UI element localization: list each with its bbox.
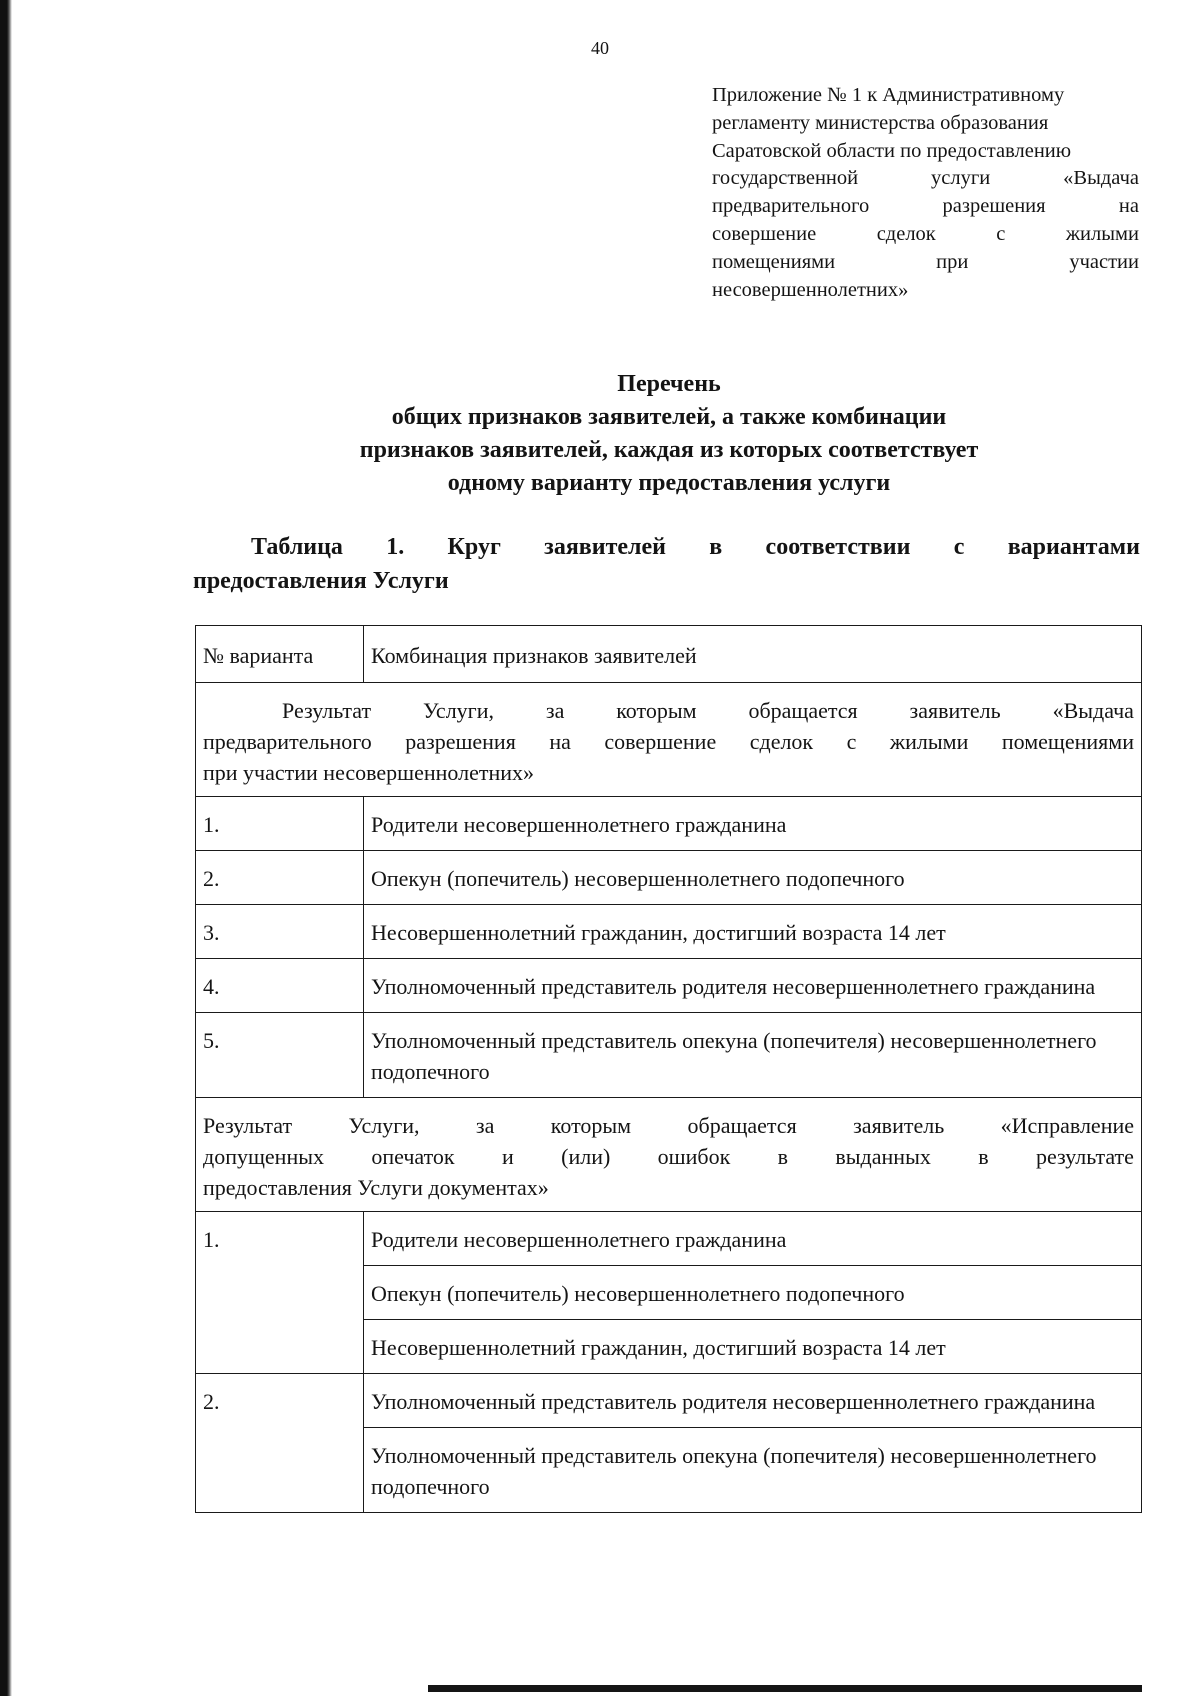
- applicants-table: [195, 625, 1142, 1513]
- word: услуги: [931, 167, 991, 190]
- word: обращается: [687, 1113, 797, 1138]
- group-items: [364, 1374, 1142, 1513]
- word: в: [777, 1144, 789, 1169]
- row-text: Уполномоченный представитель родителя несовершеннолетнего гражданина: [364, 959, 1142, 1013]
- group-items: [364, 1212, 1142, 1374]
- word: Результат: [282, 698, 372, 723]
- word: (или): [561, 1144, 611, 1169]
- table-header-row: [196, 626, 1142, 683]
- appendix-line: несовершеннолетних»: [712, 278, 909, 301]
- scan-left-edge: [0, 0, 12, 1696]
- word: при: [936, 250, 969, 273]
- word: 1.: [386, 534, 405, 560]
- group-item: Уполномоченный представитель родителя несовершеннолетнего гражданина: [364, 1374, 1141, 1428]
- caption-line: [193, 530, 1140, 564]
- row-number: 3.: [196, 905, 364, 959]
- word: участии: [1069, 250, 1139, 273]
- appendix-line: [712, 249, 1139, 277]
- table-group-row: [196, 1212, 1142, 1374]
- word: жилыми: [889, 729, 969, 754]
- section-row: [196, 1098, 1142, 1212]
- group-number: 1.: [196, 1212, 364, 1374]
- appendix-line: [712, 193, 1139, 221]
- title-line: Перечень: [617, 371, 721, 397]
- group-item: Уполномоченный представитель опекуна (попечителя) несовершеннолетнего подопечного: [371, 1443, 1097, 1499]
- appendix-note: [712, 82, 1139, 304]
- word: помещениями: [712, 250, 836, 273]
- row-text: Опекун (попечитель) несовершеннолетнего подопечного: [364, 851, 1142, 905]
- row-text: Уполномоченный представитель опекуна (попечителя) несовершеннолетнего подопечного: [364, 1013, 1142, 1098]
- table-group-row: [196, 1374, 1142, 1513]
- section-line: [203, 1110, 1134, 1141]
- word: за: [545, 698, 565, 723]
- word: Таблица: [251, 534, 343, 560]
- section-line: [203, 1141, 1134, 1172]
- word: сделок: [749, 729, 814, 754]
- word: выданных: [835, 1144, 931, 1169]
- word: разрешения: [942, 195, 1046, 218]
- word: «Выдача: [1063, 167, 1139, 190]
- caption-line: предоставления Услуги: [193, 568, 449, 594]
- row-number: 4.: [196, 959, 364, 1013]
- word: сделок: [876, 222, 936, 245]
- section-line: [203, 695, 1134, 726]
- word: опечаток: [371, 1144, 455, 1169]
- title-line: одному варианту предоставления услуги: [447, 470, 891, 496]
- row-text: Родители несовершеннолетнего гражданина: [364, 797, 1142, 851]
- word: заявитель: [853, 1113, 945, 1138]
- appendix-line: регламенту министерства образования: [712, 111, 1049, 134]
- section-row: [196, 683, 1142, 797]
- section-result-1: [196, 683, 1142, 797]
- word: предварительного: [712, 195, 870, 218]
- word: Результат: [203, 1113, 293, 1138]
- word: которым: [616, 698, 697, 723]
- table-row: [196, 959, 1142, 1013]
- group-item: Родители несовершеннолетнего гражданина: [364, 1212, 1141, 1266]
- header-variant-number: № варианта: [196, 626, 364, 683]
- row-number: 2.: [196, 851, 364, 905]
- word: помещениями: [1001, 729, 1134, 754]
- word: Услуги,: [423, 698, 494, 723]
- word: «Выдача: [1052, 698, 1134, 723]
- word: на: [549, 729, 571, 754]
- word: в: [978, 1144, 989, 1169]
- word: обращается: [748, 698, 858, 723]
- row-number: 1.: [196, 797, 364, 851]
- appendix-line: Приложение № 1 к Административному: [712, 84, 1065, 106]
- section-line: предоставления Услуги документах»: [203, 1175, 549, 1200]
- word: которым: [550, 1113, 632, 1138]
- word: допущенных: [203, 1144, 324, 1169]
- section-result-2: [196, 1098, 1142, 1212]
- word: заявителей: [544, 534, 666, 560]
- table-row: [196, 797, 1142, 851]
- word: заявитель: [909, 698, 1001, 723]
- word: ошибок: [657, 1144, 731, 1169]
- word: государственной: [712, 167, 859, 190]
- row-number: 5.: [196, 1013, 364, 1098]
- word: «Исправление: [1000, 1113, 1134, 1138]
- section-line: [203, 726, 1134, 757]
- word: с: [953, 534, 965, 560]
- word: предварительного: [203, 729, 372, 754]
- appendix-line: [712, 221, 1139, 249]
- scan-bottom-bar: [428, 1685, 1142, 1692]
- row-text: Несовершеннолетний гражданин, достигший возраста 14 лет: [364, 905, 1142, 959]
- word: в: [709, 534, 723, 560]
- word: жилыми: [1065, 222, 1139, 245]
- appendix-line: Саратовской области по предоставлению: [712, 139, 1072, 162]
- group-item: Несовершеннолетний гражданин, достигший возраста 14 лет: [371, 1335, 946, 1360]
- word: совершение: [712, 222, 817, 245]
- group-number: 2.: [196, 1374, 364, 1513]
- word: на: [1118, 195, 1139, 218]
- word: вариантами: [1007, 534, 1140, 560]
- document-title: [160, 368, 1178, 500]
- word: соответствии: [765, 534, 911, 560]
- table-row: [196, 851, 1142, 905]
- title-line: признаков заявителей, каждая из которых соответствует: [359, 437, 979, 463]
- appendix-line: [712, 165, 1139, 193]
- word: за: [475, 1113, 495, 1138]
- word: Круг: [447, 534, 501, 560]
- word: с: [996, 222, 1006, 245]
- word: и: [501, 1144, 514, 1169]
- page-number: 40: [591, 38, 609, 58]
- title-line: общих признаков заявителей, а также комбинации: [391, 404, 947, 430]
- table-caption: [193, 530, 1140, 598]
- table-row: [196, 1013, 1142, 1098]
- section-line: при участии несовершеннолетних»: [203, 760, 535, 785]
- word: с: [846, 729, 857, 754]
- word: Услуги,: [348, 1113, 420, 1138]
- word: разрешения: [405, 729, 516, 754]
- word: совершение: [604, 729, 717, 754]
- header-combination: Комбинация признаков заявителей: [364, 626, 1142, 683]
- group-item: Опекун (попечитель) несовершеннолетнего подопечного: [364, 1266, 1141, 1320]
- word: результате: [1035, 1144, 1134, 1169]
- table-row: [196, 905, 1142, 959]
